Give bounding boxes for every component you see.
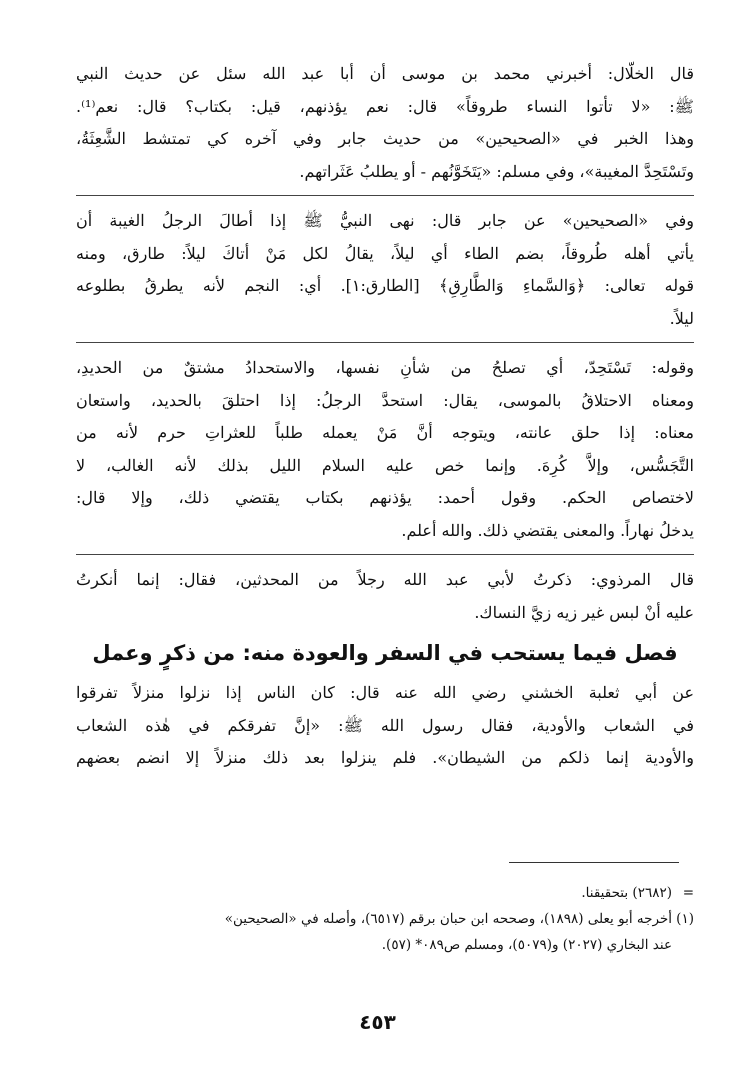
text-line: في الشعاب والأودية، فقال رسول الله ﷺ: «إنَّ تفرقكم في هٰذه الشعاب: [76, 715, 694, 735]
text-line: وقوله: تَسْتَحِدّ، أي تصلحُ من شأنِ نفسها، والاستحدادُ مشتقٌ من الحديدِ،: [76, 358, 694, 377]
section-heading: فصل فيما يستحب في السفر والعودة منه: من ذكرٍ وعمل: [92, 641, 678, 665]
footnote-1-line-2: عند البخاري (٢٠٢٧) و(٥٠٧٩)، ومسلم ص٠٨٩* (٥٧).: [381, 937, 672, 953]
text-line: وهذا الخبر في «الصحيحين» من حديث جابر وفي آخره كي تمتشط الشَّعِثَةُ،: [76, 129, 694, 148]
paragraph-5: [76, 677, 694, 775]
divider: [76, 342, 694, 343]
paragraph-3: [76, 352, 694, 547]
footnote-marker: (١): [676, 911, 694, 927]
text-line: قال الخلّال: أخبرني محمد بن موسى أن أبا عبد الله سئل عن حديث النبي: [76, 64, 694, 83]
footnote-1: [76, 906, 694, 932]
footnote-text: (٢٦٨٢) بتحقيقنا.: [581, 885, 672, 901]
text-line: والأودية إنما ذلكم من الشيطان». فلم ينزلوا بعد ذلك منزلاً إلا انضم بعضهم: [76, 748, 694, 767]
text-line: يدخلُ نهاراً. والمعنى يقتضي ذلك. والله أعلم.: [401, 520, 694, 540]
footnotes: [76, 880, 694, 958]
text-line: ليلاً.: [669, 308, 694, 328]
footnote-separator: [509, 862, 679, 863]
divider: [76, 554, 694, 555]
text-line: ومعناه الاحتلاقُ بالموسى، يقال: استحدَّ الرجلُ: إذا احتلقَ بالحديد، واستعان: [76, 390, 694, 410]
footnote-text: أخرجه أبو يعلى (١٨٩٨)، وصححه ابن حبان برقم (٦٥١٧)، وأصله في «الصحيحين»: [224, 911, 672, 927]
footnote-continuation: [76, 880, 694, 906]
divider: [76, 195, 694, 196]
text-line: وفي «الصحيحين» عن جابر قال: نهى النبيُّ ﷺ إذا أطالَ الرجلُ الغيبة أن: [76, 211, 694, 230]
text-line: قوله تعالى: ﴿وَالسَّماءِ وَالطَّارِقِ﴾ [الطارق:١]. أي: النجم لأنه يطرقُ بطلوعه: [76, 276, 694, 295]
text-line: عن أبي ثعلبة الخشني رضي الله عنه قال: كان الناس إذا نزلوا منزلاً تفرقوا: [76, 683, 694, 702]
text-line: وتَسْتَحِدَّ المغيبة»، وفي مسلم: «يَتَخَوَّنُهم - أو يطلبُ عَثَراتهم.: [299, 161, 694, 181]
text-line: معناه: إذا حلق عانته، ويتوجه أنَّ مَنْ يعمله طلباً للعثراتِ حرم لأنه من: [76, 423, 694, 442]
text-line: قال المرذوي: ذكرتُ لأبي عبد الله رجلاً من المحدثين، فقال: إنما أنكرتُ: [76, 570, 694, 589]
text-line: التَّجَسُّس، وإلاَّ كُرِهَ. وإنما خص عليه السلام الليل بذلك لأنه الغالب، لا: [76, 455, 694, 475]
paragraph-1: [76, 58, 694, 188]
page-number: ٤٥٣: [359, 1010, 396, 1034]
paragraph-4: [76, 564, 694, 629]
paragraph-2: [76, 205, 694, 335]
text-line: لاختصاص الحكم. وقول أحمد: يؤذنهم بكتاب يقتضي ذلك، وإلا قال:: [76, 488, 694, 507]
text-line: يأتي أهله طُروقاً، بضم الطاء أي ليلاً، يقالُ لكل مَنْ أتاكَ ليلاً: طارق، ومنه: [76, 243, 694, 263]
main-text: [76, 58, 694, 775]
text-line: ﷺ: «لا تأتوا النساء طروقاً» قال: نعم يؤذنهم، قيل: بكتاب؟ قال: نعم⁽¹⁾.: [76, 96, 694, 116]
text-line: عليه أنْ لبس غير زيه زيَّ النساك.: [474, 602, 694, 622]
footnote-marker: =: [682, 885, 694, 901]
